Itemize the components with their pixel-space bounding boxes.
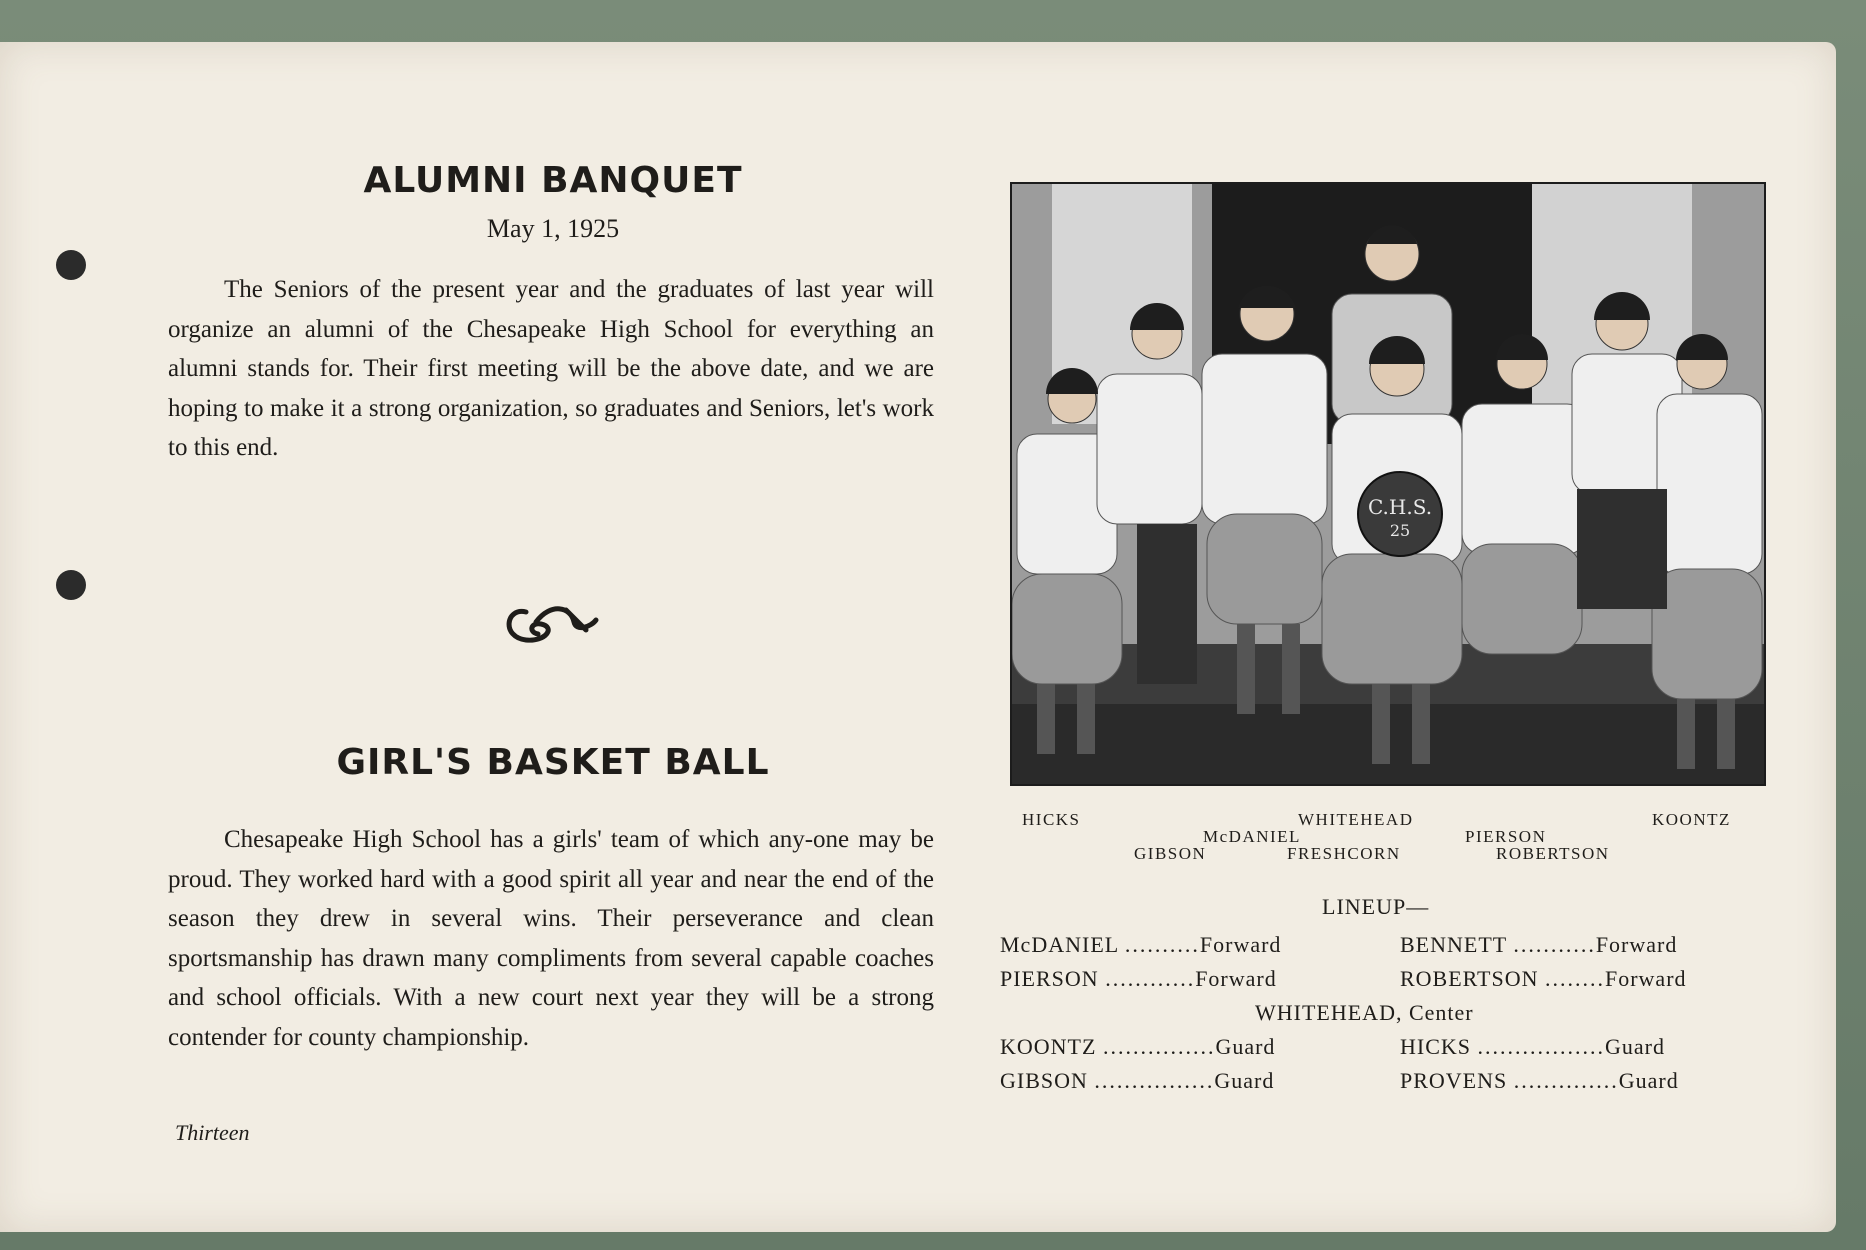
lineup-row: PIERSON ............Forward	[1000, 966, 1277, 991]
team-photo-illustration	[1012, 184, 1764, 784]
caption-koontz: KOONTZ	[1652, 810, 1731, 829]
caption-whitehead: WHITEHEAD	[1298, 810, 1414, 829]
caption-mcdaniel: McDANIEL	[1203, 827, 1301, 846]
lineup-title: LINEUP—	[1322, 894, 1430, 919]
binder-hole	[56, 570, 86, 600]
team-photo	[1010, 182, 1766, 786]
girls-basketball-title: GIRL'S BASKET BALL	[336, 742, 770, 783]
caption-freshcorn: FRESHCORN	[1287, 844, 1401, 863]
alumni-banquet-title: ALUMNI BANQUET	[363, 160, 743, 201]
alumni-banquet-text: The Seniors of the present year and the graduates of last year will organize an alumni of the Chesapeake High School for everything an alumni stands for. Their first meeting will be the above date, and we are hoping to make it a strong organization, so graduates and Seniors, let's work to this end.	[168, 276, 934, 461]
girls-basketball-text: Chesapeake High School has a girls' team of which any-one may be proud. They worked hard with a good spirit all year and near the end of the season they drew in several wins. Their perseverance and clean sportsmanship has drawn many compliments from several capable coaches and school officials. With a new court next year they will be a strong contender for county championship.	[168, 826, 934, 1051]
page-number: Thirteen	[175, 1120, 250, 1145]
yearbook-page	[0, 42, 1836, 1232]
lineup-row: PROVENS ..............Guard	[1400, 1068, 1679, 1093]
lineup-row: HICKS .................Guard	[1400, 1034, 1665, 1059]
caption-hicks: HICKS	[1022, 810, 1081, 829]
lineup-row: KOONTZ ...............Guard	[1000, 1034, 1276, 1059]
lineup-center: WHITEHEAD, Center	[1255, 1000, 1474, 1025]
caption-pierson: PIERSON	[1465, 827, 1547, 846]
caption-gibson: GIBSON	[1134, 844, 1207, 863]
binder-hole	[56, 250, 86, 280]
decorative-ornament-icon	[496, 582, 606, 662]
lineup-row: GIBSON ................Guard	[1000, 1068, 1275, 1093]
ball-year: 25	[1389, 521, 1411, 540]
lineup-row: ROBERTSON ........Forward	[1400, 966, 1687, 991]
caption-robertson: ROBERTSON	[1496, 844, 1610, 863]
ball-label: C.H.S.	[1367, 495, 1433, 519]
alumni-banquet-date: May 1, 1925	[486, 214, 620, 243]
lineup-row: McDANIEL ..........Forward	[1000, 932, 1282, 957]
lineup-row: BENNETT ...........Forward	[1400, 932, 1678, 957]
